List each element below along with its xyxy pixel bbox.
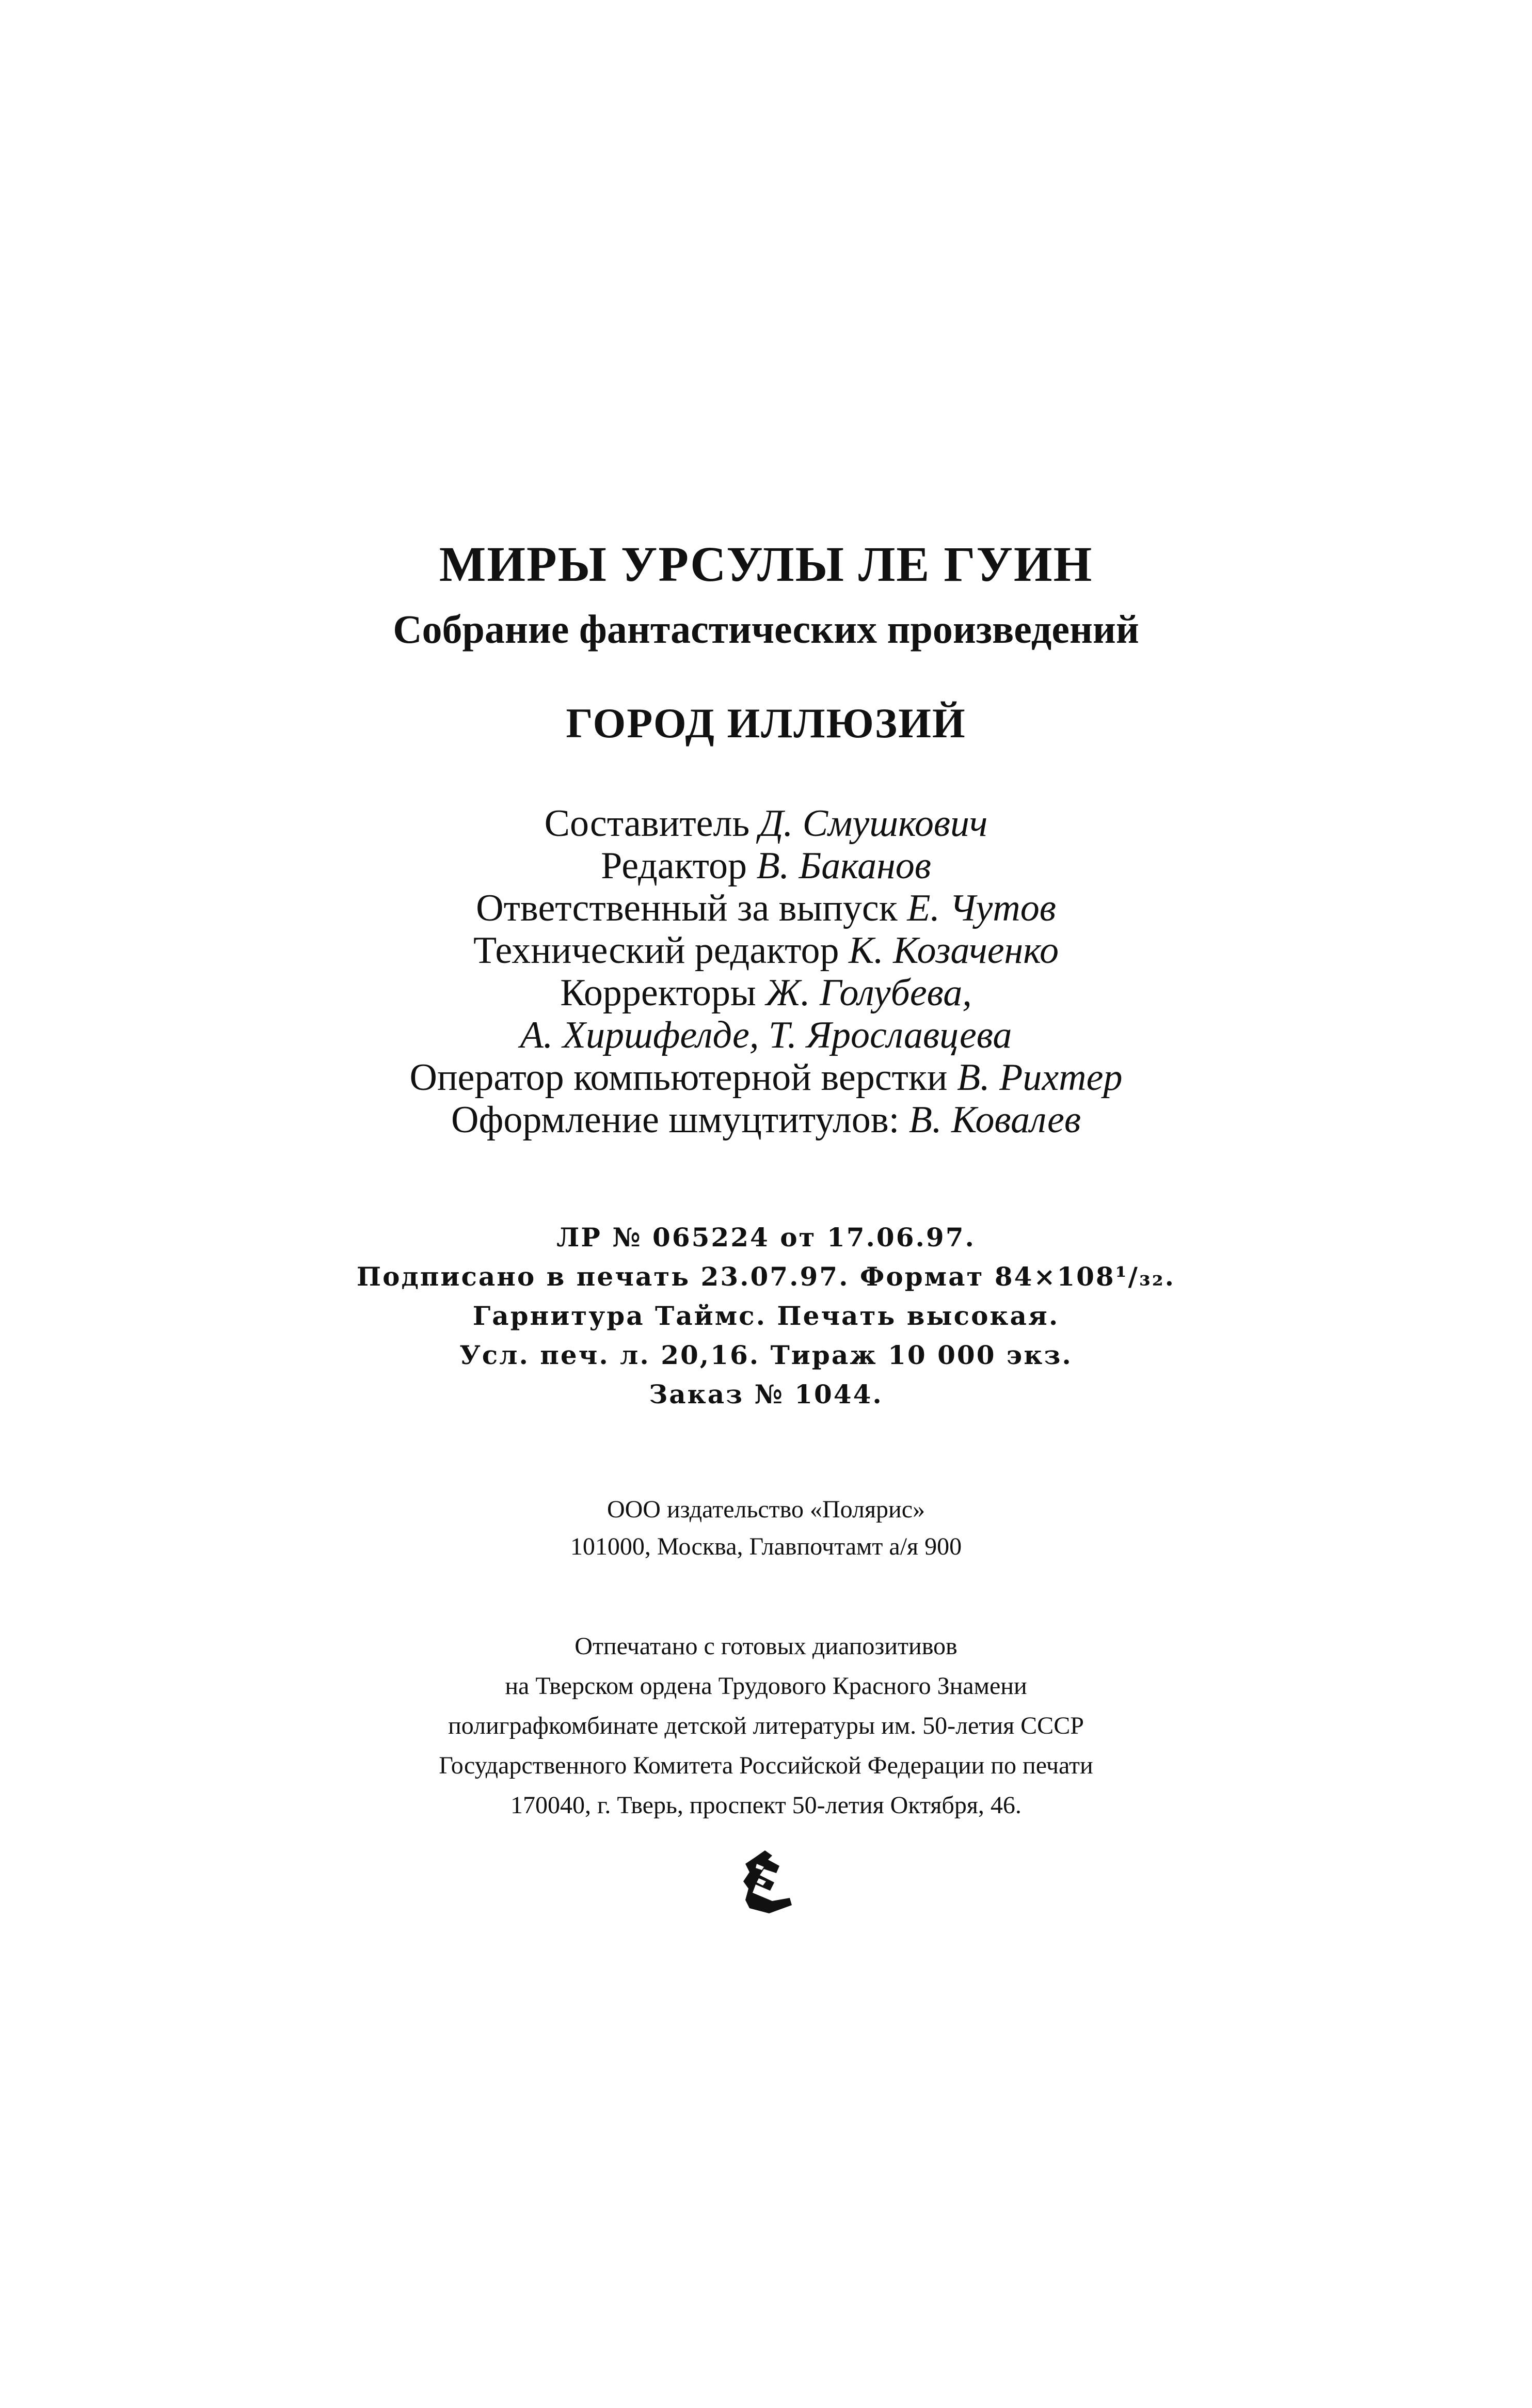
imprint-order: Заказ № 1044. bbox=[649, 1379, 883, 1409]
series-subtitle: Собрание фантастических произведений bbox=[393, 607, 1139, 652]
credit-person: В. Баканов bbox=[756, 845, 931, 887]
credit-person: А. Хиршфелде, Т. Ярославцева bbox=[520, 1014, 1012, 1056]
imprint-print-run: Усл. печ. л. 20,16. Тираж 10 000 экз. bbox=[459, 1340, 1073, 1370]
credit-proofreaders bbox=[0, 974, 1532, 1012]
credit-role: Редактор bbox=[601, 845, 747, 887]
series-title: МИРЫ УРСУЛЫ ЛЕ ГУИН bbox=[439, 536, 1093, 592]
credit-compiler bbox=[0, 804, 1532, 843]
credit-person: Д. Смушкович bbox=[759, 802, 988, 845]
imprint-signed-format: Подписано в печать 23.07.97. Формат 84×108¹/₃₂. bbox=[356, 1261, 1176, 1292]
printer-line: полиграфкомбинате детской литературы им. 50-летия СССР bbox=[448, 1712, 1084, 1739]
credit-person: К. Козаченко bbox=[849, 929, 1059, 972]
credit-responsible bbox=[0, 889, 1532, 927]
credit-design bbox=[0, 1101, 1532, 1139]
imprint-license: ЛР № 065224 от 17.06.97. bbox=[556, 1222, 976, 1253]
credit-person: В. Рихтер bbox=[956, 1056, 1123, 1099]
credit-editor bbox=[0, 847, 1532, 885]
imprint-typeface: Гарнитура Таймс. Печать высокая. bbox=[472, 1301, 1060, 1331]
credit-role: Составитель bbox=[544, 802, 750, 845]
credit-role: Оператор компьютерной верстки bbox=[409, 1056, 948, 1099]
credit-person: Е. Чутов bbox=[907, 887, 1056, 929]
printer-line: Отпечатано с готовых диапозитивов bbox=[574, 1633, 957, 1660]
publisher-address: 101000, Москва, Главпочтамт а/я 900 bbox=[570, 1533, 962, 1560]
publisher-name: ООО издательство «Полярис» bbox=[607, 1496, 925, 1523]
credit-role: Ответственный за выпуск bbox=[476, 887, 898, 929]
credit-role: Корректоры bbox=[560, 972, 756, 1014]
credit-person: В. Ковалев bbox=[908, 1099, 1081, 1141]
credit-layout-operator bbox=[0, 1058, 1532, 1097]
credit-proofreaders-continued bbox=[0, 1016, 1532, 1054]
credit-role: Оформление шмуцтитулов: bbox=[451, 1099, 900, 1141]
printer-line: на Тверском ордена Трудового Красного Знамени bbox=[505, 1672, 1027, 1700]
credit-person: Ж. Голубева, bbox=[765, 972, 972, 1014]
printer-line: Государственного Комитета Российской Федерации по печати bbox=[439, 1752, 1093, 1779]
book-title: ГОРОД ИЛЛЮЗИЙ bbox=[566, 700, 966, 747]
printer-logo-icon bbox=[738, 1848, 795, 1915]
credit-role: Технический редактор bbox=[473, 929, 839, 972]
credit-technical-editor bbox=[0, 931, 1532, 970]
printer-address: 170040, г. Тверь, проспект 50-летия Октября, 46. bbox=[510, 1792, 1022, 1819]
